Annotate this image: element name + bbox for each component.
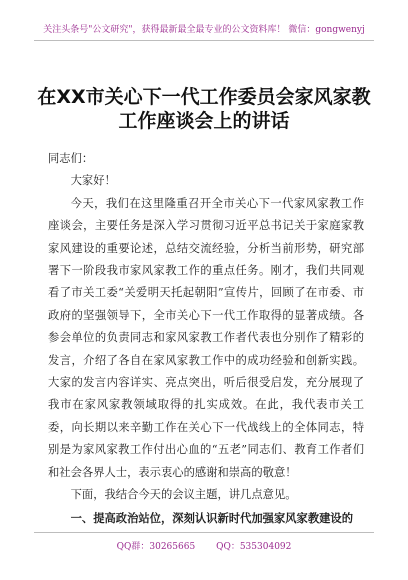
document-title-line-2: 工作座谈会上的讲话: [118, 110, 290, 132]
greeting: 大家好！: [70, 174, 116, 188]
body-paragraph: 下面，我结合今天的会议主题，讲几点意见。: [70, 488, 297, 502]
section-heading: 一、提高政治站位，深刻认识新时代加强家风家教建设的: [70, 510, 354, 525]
footer-qq: QQ：535304092: [216, 542, 292, 552]
header-notice: 关注头条号"公文研究"，获得最新最全最专业的公文资料库！ 微信：gongwenyj: [43, 25, 365, 35]
header-divider: [34, 40, 374, 41]
footer-contact: [0, 539, 408, 552]
footer-divider: [34, 532, 374, 533]
body-paragraph: 今天，我们在这里隆重召开全市关心下一代家风家教工作座谈会，主要任务是深入学习贯彻习近平总书记关于家庭家教家风建设的重要论述，总结交流经验，分析当前形势，研究部署下一阶段我市家风家教工作的重点任务。刚才，我们共同观看了市关工委“关爱明天托起朝阳”宣传片，回顾了在市委、市政府的坚强领导下，全市关心下一代工作取得的显著成绩。各参会单位的负责同志和家风家教工作者代表也分别作了精彩的发言，介绍了各自在家风家教工作中的成功经验和创新实践。大家的发言内容详实、亮点突出，听后很受启发，充分展现了我市在家风家教领域取得的扎实成效。在此，我代表市关工委，向长期以来辛勤工作在关心下一代战线上的全体同志，特别是为家风家教工作付出心血的“五老”同志们、教育工作者们和社会各界人士，表示衷心的感谢和崇高的敬意！: [48, 196, 364, 479]
footer-qq-group: QQ群：30265665: [116, 542, 196, 552]
document-title-line-1: 在XX市关心下一代工作委员会家风家教: [37, 86, 371, 108]
document-body: [48, 148, 364, 529]
salutation: 同志们：: [48, 152, 94, 165]
